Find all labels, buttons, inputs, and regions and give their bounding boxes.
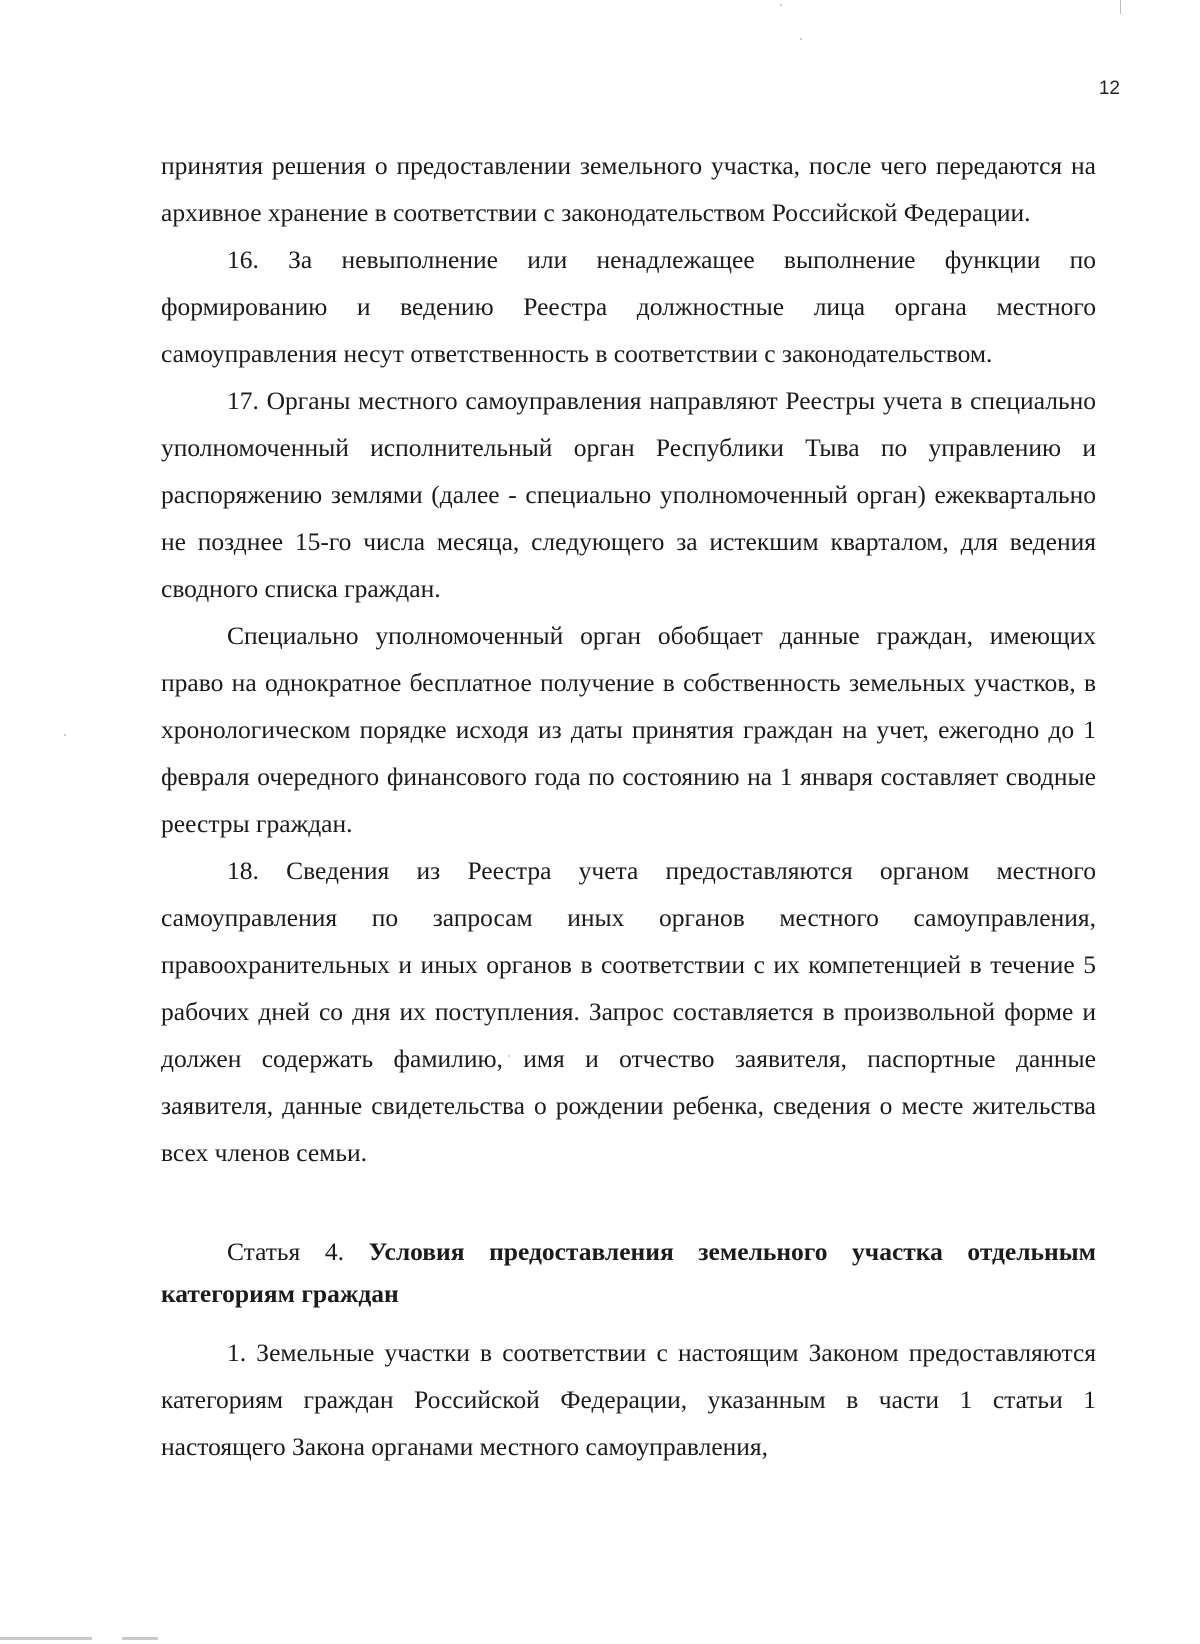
- article-label: Статья 4.: [227, 1237, 344, 1266]
- article-paragraph-1: 1. Земельные участки в соответствии с настоящим Законом предоставляются категориям граждан Российской Федерации, указанным в части 1 статьи 1 настоящего Закона органами местного самоуправления,: [161, 1338, 1096, 1461]
- document-body: [161, 142, 1096, 1470]
- paragraph-18: 18. Сведения из Реестра учета предоставляются органом местного самоуправления по запросам иных органов местного самоуправления, правоохранительных и иных органов в соответствии с их компетенцией в течение 5 рабочих дней со дня их поступления. Запрос составляется в произвольной форме и должен содержать фамилию, имя и отчество заявителя, паспортные данные заявителя, данные свидетельства о рождении ребенка, сведения о месте жительства всех членов семьи.: [161, 856, 1096, 1167]
- paragraph-17: 17. Органы местного самоуправления направляют Реестры учета в специально уполномоченный исполнительный орган Республики Тыва по управлению и распоряжению землями (далее - специально уполномоченный орган) ежеквартально не позднее 15-го числа месяца, следующего за истекшим кварталом, для ведения сводного списка граждан.: [161, 386, 1096, 603]
- scan-speck: [64, 734, 66, 736]
- page-number: 12: [1098, 78, 1120, 99]
- scan-edge-mark: [1120, 0, 1121, 14]
- scan-speck: [780, 4, 782, 6]
- scan-edge-mark: [0, 1637, 92, 1640]
- article-heading: [161, 1231, 1096, 1315]
- scan-edge-mark: [122, 1637, 158, 1640]
- paragraph-16: 16. За невыполнение или ненадлежащее выполнение функции по формированию и ведению Реестра должностные лица органа местного самоуправления несут ответственность в соответствии с законодательством.: [161, 245, 1096, 368]
- paragraph-17-continued: Специально уполномоченный орган обобщает данные граждан, имеющих право на однократное бесплатное получение в собственность земельных участков, в хронологическом порядке исходя из даты принятия граждан на учет, ежегодно до 1 февраля очередного финансового года по состоянию на 1 января составляет сводные реестры граждан.: [161, 621, 1096, 838]
- paragraph-continuation: принятия решения о предоставлении земельного участка, после чего передаются на архивное хранение в соответствии с законодательством Российской Федерации.: [161, 151, 1096, 227]
- scan-speck: [800, 38, 802, 40]
- article-title: Условия предоставления земельного участка отдельным категориям граждан: [161, 1237, 1096, 1308]
